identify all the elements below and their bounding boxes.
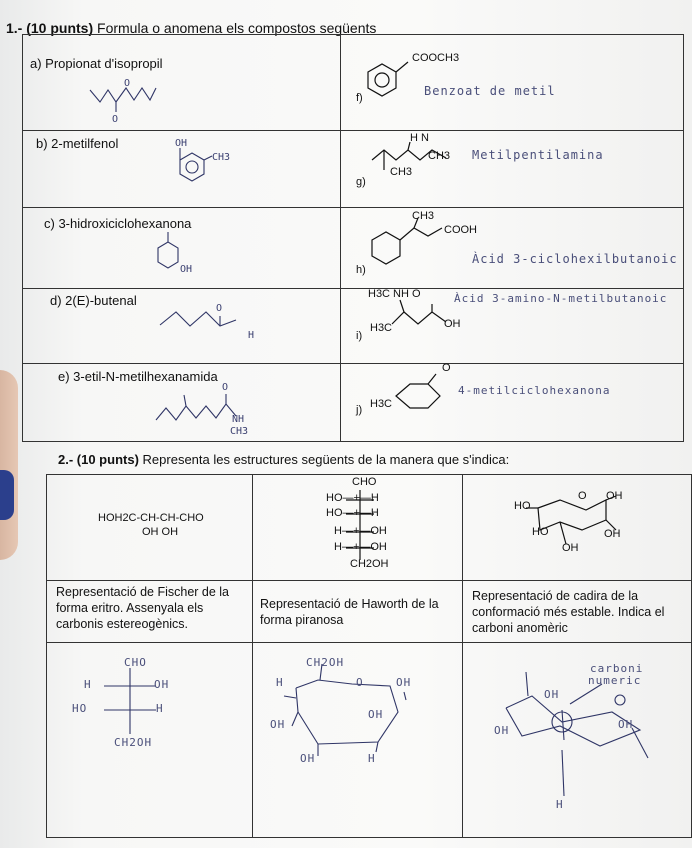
haworth-answer-oh3: OH [270,718,286,731]
item-j-formula-1: H3C [370,398,393,410]
svg-text:OH: OH [175,138,188,149]
fischer-row-3: H—+—OH [334,525,387,537]
item-i-answer: Àcid 3-amino-N-metilbutanoic [454,292,668,305]
item-i-marker: i) [356,330,363,342]
fischer-answer-oh1: OH [154,678,170,691]
item-h-formula-cooh: COOH [444,224,477,236]
fischer-row-4: H—+—OH [334,541,387,553]
q1-number: 1.- (10 punts) [6,20,94,36]
item-g-answer: Metilpentilamina [472,148,604,162]
chair-label-3: OH [606,490,623,502]
chair-answer-oh2: OH [494,724,510,737]
item-i-formula-3: OH [444,318,461,330]
chair-label-5: OH [604,528,621,540]
fischer-bottom: CH2OH [350,558,389,570]
item-h-marker: h) [356,264,366,276]
compound-1-line-2: OH OH [142,526,179,538]
svg-text:O: O [222,382,229,393]
chair-answer-label-1: carboni [590,662,644,675]
chair-label-2: O [578,490,587,502]
haworth-answer-h1: H [276,676,284,689]
svg-text:O: O [112,114,119,125]
chair-answer-oh1: OH [544,688,560,701]
haworth-answer-o: O [356,676,364,689]
item-f-marker: f) [356,92,363,104]
chair-answer-label-2: numeric [588,674,642,687]
item-j-answer: 4-metilciclohexanona [458,384,611,397]
svg-text:H: H [248,330,255,341]
haworth-answer-oh1: OH [396,676,412,689]
q2-text: Representa les estructures següents de la manera que s'indica: [142,452,510,467]
fischer-answer-h2: H [156,702,164,715]
fischer-answer-h1: H [84,678,92,691]
compound-1-line-1: HOH2C-CH-CH-CHO [98,512,204,524]
svg-text:OH: OH [180,264,193,275]
chair-label-6: OH [562,542,579,554]
item-j-marker: j) [356,404,363,416]
svg-text:NH: NH [232,414,245,425]
q2-number: 2.- (10 punts) [58,452,139,467]
chair-label-4: HO [532,526,549,538]
chair-label-1: HO [514,500,531,512]
haworth-answer-h2: H [368,752,376,765]
instruction-fischer: Representació de Fischer de la forma eritro. Assenyala els carbonis estereogènics. [56,585,230,631]
item-g-marker: g) [356,176,366,188]
svg-text:CH3: CH3 [212,152,231,163]
item-g-formula-ch3: CH3 [428,150,451,162]
haworth-answer-oh2: OH [368,708,384,721]
chair-answer-oh3: OH [618,718,634,731]
item-e-label: e) 3-etil-N-metilhexanamida [58,369,218,384]
q1-text: Formula o anomena els compostos següents [97,20,377,36]
chair-answer-h: H [556,798,564,811]
instruction-haworth: Representació de Haworth de la forma piranosa [260,597,439,627]
item-g-formula-nh: H N [410,132,429,144]
fischer-answer-bottom: CH2OH [114,736,153,749]
item-d-label: d) 2(E)-butenal [50,293,137,308]
fischer-row-1: HO—+—H [326,492,379,504]
item-c-label: c) 3-hidroxiciclohexanona [44,216,192,231]
item-a-label: a) Propionat d'isopropil [30,56,163,71]
item-f-formula: COOCH3 [412,52,460,64]
fischer-answer-ho: HO [72,702,88,715]
item-b-label: b) 2-metilfenol [36,136,119,151]
item-f-answer: Benzoat de metil [424,84,556,98]
svg-text:O: O [216,303,223,314]
item-g-formula-ch3b: CH3 [390,166,413,178]
svg-text:O: O [124,78,131,89]
fischer-top: CHO [352,476,377,488]
item-h-answer: Àcid 3-ciclohexilbutanoic [472,252,678,266]
svg-text:CH3: CH3 [230,426,249,437]
item-h-formula-ch3: CH3 [412,210,435,222]
haworth-answer-oh4: OH [300,752,316,765]
item-j-formula-2: O [442,362,451,374]
fischer-answer-top: CHO [124,656,147,669]
item-i-formula-1: H3C NH O [368,288,421,300]
instruction-chair: Representació de cadira de la conformació més estable. Indica el carboni anomèric [472,589,665,635]
haworth-answer-ch2oh: CH2OH [306,656,345,669]
fischer-row-2: HO—+—H [326,507,379,519]
item-i-formula-2: H3C [370,322,393,334]
